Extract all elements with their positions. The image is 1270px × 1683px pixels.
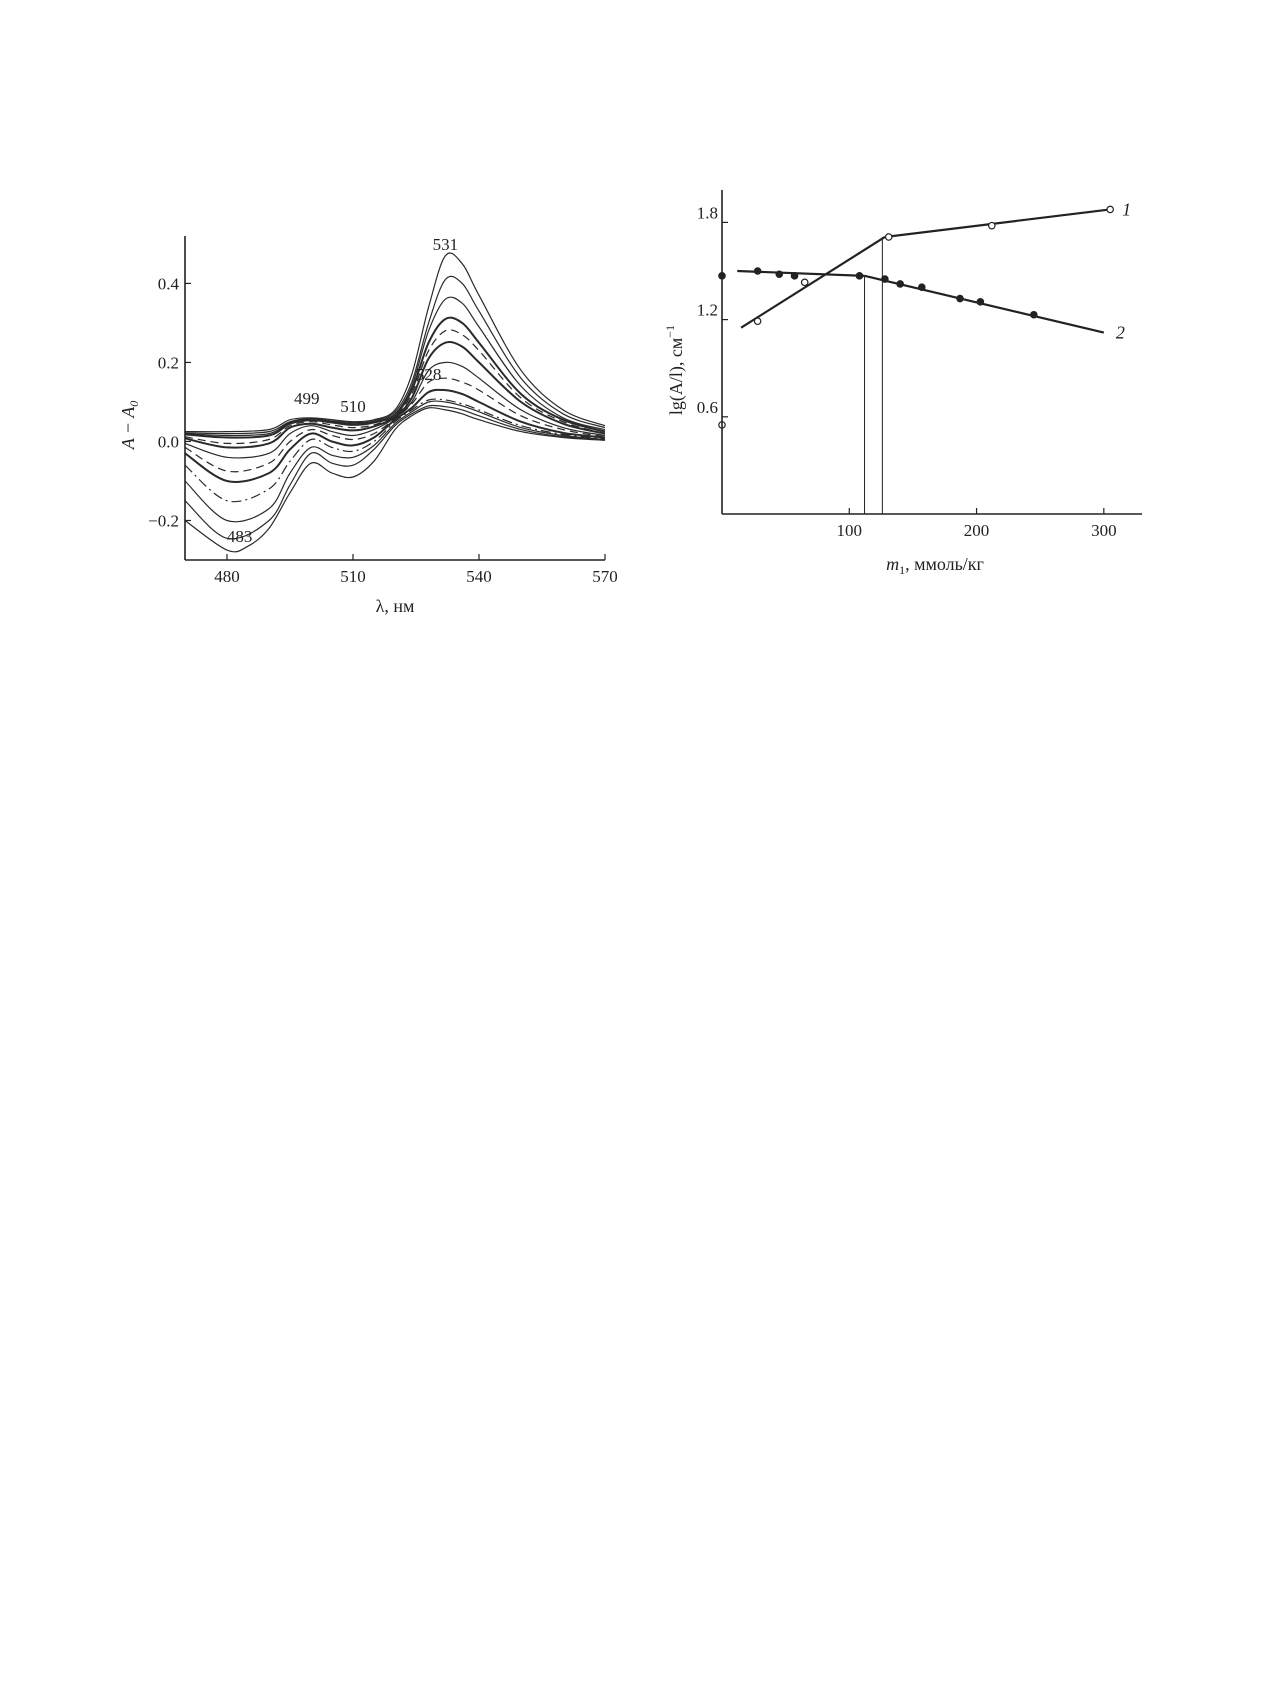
data-point-series-1 — [802, 279, 808, 285]
data-point-series-2 — [754, 268, 760, 274]
spectrum-line-12 — [185, 405, 605, 538]
x-axis-title-main: m — [886, 554, 900, 574]
y-tick-label: −0.2 — [148, 511, 179, 531]
y-tick-label: 1.8 — [696, 203, 718, 223]
data-point-series-1 — [1107, 206, 1113, 212]
y-axis-title — [663, 325, 687, 415]
peak-label-531: 531 — [432, 234, 459, 254]
data-point-series-2 — [897, 281, 903, 287]
axis-ticks-group — [697, 203, 1117, 540]
log-absorbance-plot-svg — [650, 180, 1150, 580]
series-label-2: 2 — [1115, 322, 1125, 343]
x-tick-label: 480 — [214, 567, 240, 586]
y-axis-title — [118, 401, 141, 451]
series-labels-group — [1116, 199, 1131, 342]
y-tick-label: 0.0 — [157, 432, 179, 452]
log-absorbance-vs-molality-chart — [650, 180, 1150, 580]
y-tick-label: 0.6 — [696, 397, 718, 417]
x-tick-label: 300 — [1091, 521, 1117, 540]
data-point-series-2 — [977, 299, 983, 305]
x-axis-title-subscript: 1 — [899, 563, 906, 577]
spectra-series-group — [185, 253, 605, 552]
y-axis-title-main: lg(A/l), см — [666, 337, 686, 416]
y-axis-title-superscript: −1 — [663, 324, 677, 338]
data-point-series-2 — [957, 295, 963, 301]
data-point-series-2 — [919, 284, 925, 290]
y-tick-label: 0.4 — [157, 274, 179, 294]
y-axis-title-main: A − A — [118, 406, 138, 450]
data-point-series-2 — [856, 273, 862, 279]
peak-label-499: 499 — [294, 388, 320, 408]
y-tick-label: 0.2 — [157, 353, 179, 373]
fit-line-series-1-segment-1 — [741, 237, 885, 328]
data-point-series-2 — [882, 276, 888, 282]
y-axis-title-subscript: 0 — [127, 400, 141, 407]
x-tick-label: 200 — [963, 521, 990, 540]
fit-lines-group — [737, 209, 1110, 332]
data-point-series-2 — [776, 271, 782, 277]
data-point-series-2 — [1031, 312, 1037, 318]
peak-label-528: 528 — [415, 365, 442, 385]
data-point-series-2 — [791, 273, 797, 279]
x-axis-title-rest: , ммоль/кг — [905, 554, 984, 574]
peak-label-483: 483 — [226, 527, 253, 547]
x-tick-label: 510 — [340, 567, 366, 586]
fit-line-series-1-segment-2 — [885, 209, 1110, 237]
data-point-series-1 — [989, 222, 995, 228]
x-axis-title: λ, нм — [375, 596, 415, 616]
data-point-series-1 — [886, 234, 892, 240]
x-tick-label: 570 — [592, 567, 618, 586]
data-points-group — [719, 206, 1114, 428]
series-label-1: 1 — [1122, 199, 1132, 220]
spectra-plot-svg — [110, 230, 620, 630]
data-point-series-1 — [754, 318, 760, 324]
x-tick-label: 540 — [466, 567, 492, 586]
peak-label-510: 510 — [340, 396, 366, 416]
x-axis-title — [886, 554, 984, 577]
peak-labels-group — [227, 235, 458, 546]
absorbance-difference-spectra-chart — [110, 230, 620, 630]
x-tick-label: 100 — [836, 521, 863, 540]
y-tick-label: 1.2 — [696, 300, 718, 320]
